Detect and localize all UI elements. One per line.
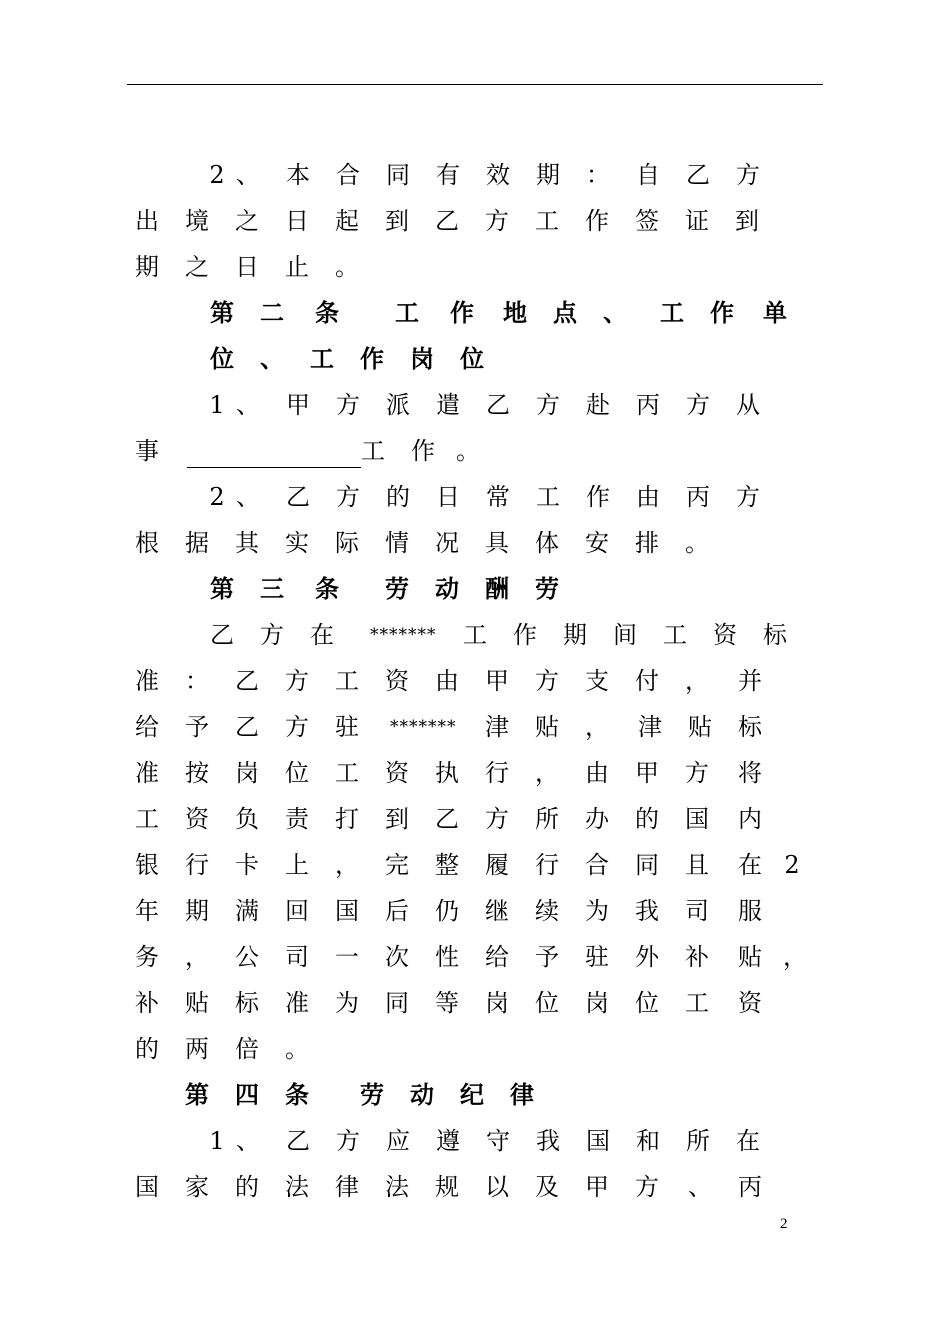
- text-char: 条: [315, 574, 339, 603]
- text-char: 、: [236, 161, 260, 189]
- text-char: 务: [135, 943, 159, 971]
- text-char: 国: [586, 1127, 610, 1155]
- text-line: [0, 980, 950, 1026]
- text-char: 资: [385, 667, 409, 695]
- text-char: 所: [535, 805, 559, 833]
- text-char: 予: [535, 943, 559, 971]
- text-line: [0, 520, 950, 566]
- text-char: 、: [236, 1127, 260, 1155]
- text-char: 为: [585, 897, 609, 925]
- text-char: 作: [513, 621, 537, 649]
- text-line: [0, 244, 950, 290]
- text-char: 有: [436, 161, 460, 189]
- text-char: 的: [386, 483, 410, 511]
- text-char: 继: [485, 897, 509, 925]
- text-char: 、: [236, 391, 260, 419]
- text-char: 作: [586, 483, 610, 511]
- text-char: 资: [185, 805, 209, 833]
- text-char: 乙: [486, 391, 510, 419]
- text-char: 两: [185, 1035, 209, 1063]
- text-char: 方: [485, 207, 509, 235]
- text-char: 所: [686, 1127, 710, 1155]
- text-char: 2: [209, 483, 225, 511]
- text-char: 证: [685, 207, 709, 235]
- text-char: 工: [463, 621, 487, 649]
- text-char: 条: [285, 1080, 309, 1109]
- text-char: 律: [510, 1080, 534, 1109]
- text-char: 国: [135, 1173, 159, 1201]
- text-char: 方: [686, 391, 710, 419]
- text-char: 工: [335, 759, 359, 787]
- text-char: 法: [385, 1173, 409, 1201]
- text-char: 工: [335, 667, 359, 695]
- text-char: 纪: [460, 1080, 484, 1109]
- text-char: 规: [435, 1173, 459, 1201]
- text-char: 出: [135, 207, 159, 235]
- text-char: 津: [638, 713, 662, 741]
- text-char: 甲: [286, 391, 310, 419]
- text-char: 合: [585, 851, 609, 879]
- text-char: 同: [635, 851, 659, 879]
- text-line: [0, 1164, 950, 1210]
- text-char: 年: [135, 897, 159, 925]
- text-char: 行: [185, 851, 209, 879]
- text-char: 贴: [738, 943, 762, 971]
- text-char: ：: [586, 161, 610, 189]
- text-char: 办: [585, 805, 609, 833]
- text-char: 仍: [435, 897, 459, 925]
- text-char: 2: [209, 161, 225, 189]
- text-char: *******: [390, 717, 457, 737]
- text-char: ，: [783, 943, 807, 971]
- text-char: 倍: [235, 1035, 259, 1063]
- text-char: 到: [385, 207, 409, 235]
- text-char: 体: [535, 529, 559, 557]
- text-char: 资: [385, 759, 409, 787]
- text-char: 事: [135, 437, 159, 465]
- text-char: 执: [435, 759, 459, 787]
- text-char: 据: [185, 529, 209, 557]
- text-char: 方: [736, 483, 760, 511]
- text-char: 资: [738, 989, 762, 1017]
- page-number: 2: [780, 1216, 788, 1232]
- text-char: 乙: [235, 713, 259, 741]
- text-char: 作: [411, 437, 435, 465]
- text-char: 回: [285, 897, 309, 925]
- text-char: *******: [370, 625, 437, 645]
- text-char: 、: [688, 1173, 712, 1201]
- text-char: 第: [210, 298, 234, 327]
- text-char: 期: [135, 253, 159, 281]
- text-char: 法: [285, 1173, 309, 1201]
- text-char: 甲: [485, 667, 509, 695]
- text-char: 本: [286, 161, 310, 189]
- text-char: 责: [285, 805, 309, 833]
- text-char: 司: [285, 943, 309, 971]
- text-char: 签: [635, 207, 659, 235]
- text-char: 公: [235, 943, 259, 971]
- text-char: 方: [285, 713, 309, 741]
- text-char: 续: [535, 897, 559, 925]
- text-char: 乙: [286, 1127, 310, 1155]
- text-line: [0, 750, 950, 796]
- text-char: 效: [486, 161, 510, 189]
- text-char: 位: [210, 344, 234, 373]
- text-char: 乙: [235, 667, 259, 695]
- text-char: 劳: [535, 574, 559, 603]
- text-char: 位: [535, 989, 559, 1017]
- text-char: 位: [460, 344, 484, 373]
- text-char: 乙: [435, 805, 459, 833]
- text-char: 赴: [586, 391, 610, 419]
- text-char: 以: [485, 1173, 509, 1201]
- text-char: ：: [185, 667, 209, 695]
- text-char: 贴: [185, 989, 209, 1017]
- text-char: 性: [435, 943, 459, 971]
- text-char: 位: [285, 759, 309, 787]
- text-char: 岗: [235, 759, 259, 787]
- text-char: 国: [685, 805, 709, 833]
- text-line: [0, 704, 950, 750]
- text-char: 在: [736, 1127, 760, 1155]
- text-char: 由: [585, 759, 609, 787]
- text-char: 由: [636, 483, 660, 511]
- text-char: 况: [435, 529, 459, 557]
- text-char: 并: [738, 667, 762, 695]
- text-char: 标: [235, 989, 259, 1017]
- text-char: 打: [335, 805, 359, 833]
- text-char: 从: [736, 391, 760, 419]
- text-char: 应: [386, 1127, 410, 1155]
- text-char: 行: [535, 851, 559, 879]
- text-line: [0, 198, 950, 244]
- text-char: 岗: [585, 989, 609, 1017]
- text-char: 给: [485, 943, 509, 971]
- text-char: 作: [710, 298, 734, 327]
- text-char: 司: [685, 897, 709, 925]
- text-char: 将: [738, 759, 762, 787]
- text-char: 履: [485, 851, 509, 879]
- text-char: 作: [450, 298, 474, 327]
- text-char: 工: [663, 621, 687, 649]
- text-char: 间: [613, 621, 637, 649]
- text-char: 工: [660, 298, 684, 327]
- text-line: [0, 796, 950, 842]
- text-char: 丙: [686, 483, 710, 511]
- text-char: 方: [685, 759, 709, 787]
- text-char: 同: [385, 989, 409, 1017]
- text-char: 、: [236, 483, 260, 511]
- text-char: 工: [395, 298, 419, 327]
- header-rule: [127, 84, 823, 85]
- text-line: [0, 1118, 950, 1164]
- text-char: 位: [635, 989, 659, 1017]
- text-char: 在: [738, 851, 762, 879]
- text-char: 四: [235, 1080, 259, 1109]
- text-char: 乙: [435, 207, 459, 235]
- text-char: 的: [135, 1035, 159, 1063]
- text-char: 同: [386, 161, 410, 189]
- text-char: 且: [685, 851, 709, 879]
- text-char: 其: [235, 529, 259, 557]
- text-char: 准: [135, 759, 159, 787]
- text-char: 次: [385, 943, 409, 971]
- text-char: 。: [335, 253, 359, 281]
- text-char: 点: [553, 298, 577, 327]
- text-char: 甲: [585, 1173, 609, 1201]
- text-char: ，: [335, 851, 359, 879]
- text-char: 付: [635, 667, 659, 695]
- text-char: 准: [135, 667, 159, 695]
- article-heading: [0, 336, 950, 382]
- text-char: 资: [713, 621, 737, 649]
- text-char: 支: [585, 667, 609, 695]
- text-char: 期: [536, 161, 560, 189]
- text-char: 作: [585, 207, 609, 235]
- text-char: 贴: [535, 713, 559, 741]
- text-char: 驻: [335, 713, 359, 741]
- text-char: 际: [335, 529, 359, 557]
- text-char: 、: [603, 298, 627, 327]
- text-char: 由: [435, 667, 459, 695]
- text-char: 为: [335, 989, 359, 1017]
- text-char: 方: [635, 1173, 659, 1201]
- text-char: 酬: [485, 574, 509, 603]
- text-char: 遵: [436, 1127, 460, 1155]
- text-char: 方: [336, 391, 360, 419]
- text-char: 贴: [688, 713, 712, 741]
- text-char: 地: [503, 298, 527, 327]
- text-char: 常: [486, 483, 510, 511]
- article-heading: [0, 290, 950, 336]
- text-char: 卡: [235, 851, 259, 879]
- text-char: 岗: [410, 344, 434, 373]
- text-char: 丙: [636, 391, 660, 419]
- text-char: 按: [185, 759, 209, 787]
- text-char: ，: [685, 667, 709, 695]
- text-char: 予: [185, 713, 209, 741]
- text-char: 实: [285, 529, 309, 557]
- text-char: 上: [285, 851, 309, 879]
- text-char: 单: [763, 298, 787, 327]
- text-line: [0, 934, 950, 980]
- text-char: 和: [636, 1127, 660, 1155]
- text-char: 满: [235, 897, 259, 925]
- fill-in-blank: [187, 467, 361, 468]
- article-heading: [0, 566, 950, 612]
- text-char: 方: [285, 667, 309, 695]
- text-char: 岗: [485, 989, 509, 1017]
- text-char: 安: [585, 529, 609, 557]
- text-char: 期: [563, 621, 587, 649]
- text-char: 银: [135, 851, 159, 879]
- text-char: 丙: [738, 1173, 762, 1201]
- text-char: 律: [335, 1173, 359, 1201]
- text-char: 给: [135, 713, 159, 741]
- text-char: 标: [763, 621, 787, 649]
- text-char: 的: [235, 1173, 259, 1201]
- text-line: [0, 382, 950, 428]
- text-char: 到: [385, 805, 409, 833]
- text-char: 劳: [360, 1080, 384, 1109]
- text-char: 1: [209, 1127, 225, 1155]
- text-line: [0, 888, 950, 934]
- text-char: 方: [485, 805, 509, 833]
- text-char: 工: [685, 989, 709, 1017]
- text-line: [0, 152, 950, 198]
- text-line: [0, 842, 950, 888]
- text-char: 在: [310, 621, 334, 649]
- text-char: 后: [385, 897, 409, 925]
- text-char: 合: [336, 161, 360, 189]
- text-char: 劳: [385, 574, 409, 603]
- text-char: 境: [185, 207, 209, 235]
- text-char: 方: [535, 667, 559, 695]
- text-char: 情: [385, 529, 409, 557]
- text-char: 。: [456, 437, 480, 465]
- text-char: 动: [410, 1080, 434, 1109]
- text-char: 第: [210, 574, 234, 603]
- text-char: 国: [335, 897, 359, 925]
- text-char: 及: [535, 1173, 559, 1201]
- text-char: 、: [260, 344, 284, 373]
- text-char: 具: [485, 529, 509, 557]
- text-char: 乙: [210, 621, 234, 649]
- text-char: 准: [285, 989, 309, 1017]
- text-line: [0, 658, 950, 704]
- text-char: 守: [486, 1127, 510, 1155]
- text-char: 2: [784, 851, 800, 879]
- text-char: 标: [738, 713, 762, 741]
- text-char: 工: [535, 207, 559, 235]
- text-line: [0, 1026, 950, 1072]
- text-char: 的: [635, 805, 659, 833]
- text-char: 完: [385, 851, 409, 879]
- text-char: 负: [235, 805, 259, 833]
- text-char: ，: [585, 713, 609, 741]
- text-char: 之: [235, 207, 259, 235]
- text-char: 日: [436, 483, 460, 511]
- text-char: 。: [285, 1035, 309, 1063]
- text-char: 方: [736, 161, 760, 189]
- text-char: 服: [738, 897, 762, 925]
- text-char: ，: [185, 943, 209, 971]
- text-char: 方: [336, 483, 360, 511]
- text-char: 日: [235, 253, 259, 281]
- text-char: 1: [209, 391, 225, 419]
- text-char: ，: [535, 759, 559, 787]
- text-line: [0, 612, 950, 658]
- text-char: 方: [336, 1127, 360, 1155]
- text-char: 补: [685, 943, 709, 971]
- text-char: 补: [135, 989, 159, 1017]
- text-char: 驻: [585, 943, 609, 971]
- text-char: 内: [738, 805, 762, 833]
- text-char: 一: [335, 943, 359, 971]
- text-char: 方: [536, 391, 560, 419]
- text-char: 。: [685, 529, 709, 557]
- text-char: 外: [635, 943, 659, 971]
- text-char: 甲: [635, 759, 659, 787]
- text-char: 我: [635, 897, 659, 925]
- text-char: 动: [435, 574, 459, 603]
- text-char: 到: [735, 207, 759, 235]
- text-char: 整: [435, 851, 459, 879]
- text-char: 根: [135, 529, 159, 557]
- text-char: 乙: [686, 161, 710, 189]
- text-char: 第: [185, 1080, 209, 1109]
- text-char: 起: [335, 207, 359, 235]
- text-char: 工: [536, 483, 560, 511]
- text-char: 工: [310, 344, 334, 373]
- text-char: 家: [185, 1173, 209, 1201]
- text-char: 等: [435, 989, 459, 1017]
- text-char: 排: [635, 529, 659, 557]
- text-char: 止: [285, 253, 309, 281]
- text-char: 派: [386, 391, 410, 419]
- text-char: 津: [485, 713, 509, 741]
- text-char: 工: [135, 805, 159, 833]
- article-heading: [0, 1072, 950, 1118]
- text-char: 之: [185, 253, 209, 281]
- text-char: 行: [485, 759, 509, 787]
- text-char: 自: [636, 161, 660, 189]
- text-char: 日: [285, 207, 309, 235]
- text-char: 作: [360, 344, 384, 373]
- text-char: 遣: [436, 391, 460, 419]
- text-line: [0, 474, 950, 520]
- text-char: 三: [260, 574, 284, 603]
- text-line: [0, 428, 950, 474]
- text-char: 期: [185, 897, 209, 925]
- text-char: 工: [361, 437, 385, 465]
- text-char: 乙: [286, 483, 310, 511]
- text-char: 二: [260, 298, 284, 327]
- text-char: 条: [315, 298, 339, 327]
- text-char: 方: [260, 621, 284, 649]
- text-char: 我: [536, 1127, 560, 1155]
